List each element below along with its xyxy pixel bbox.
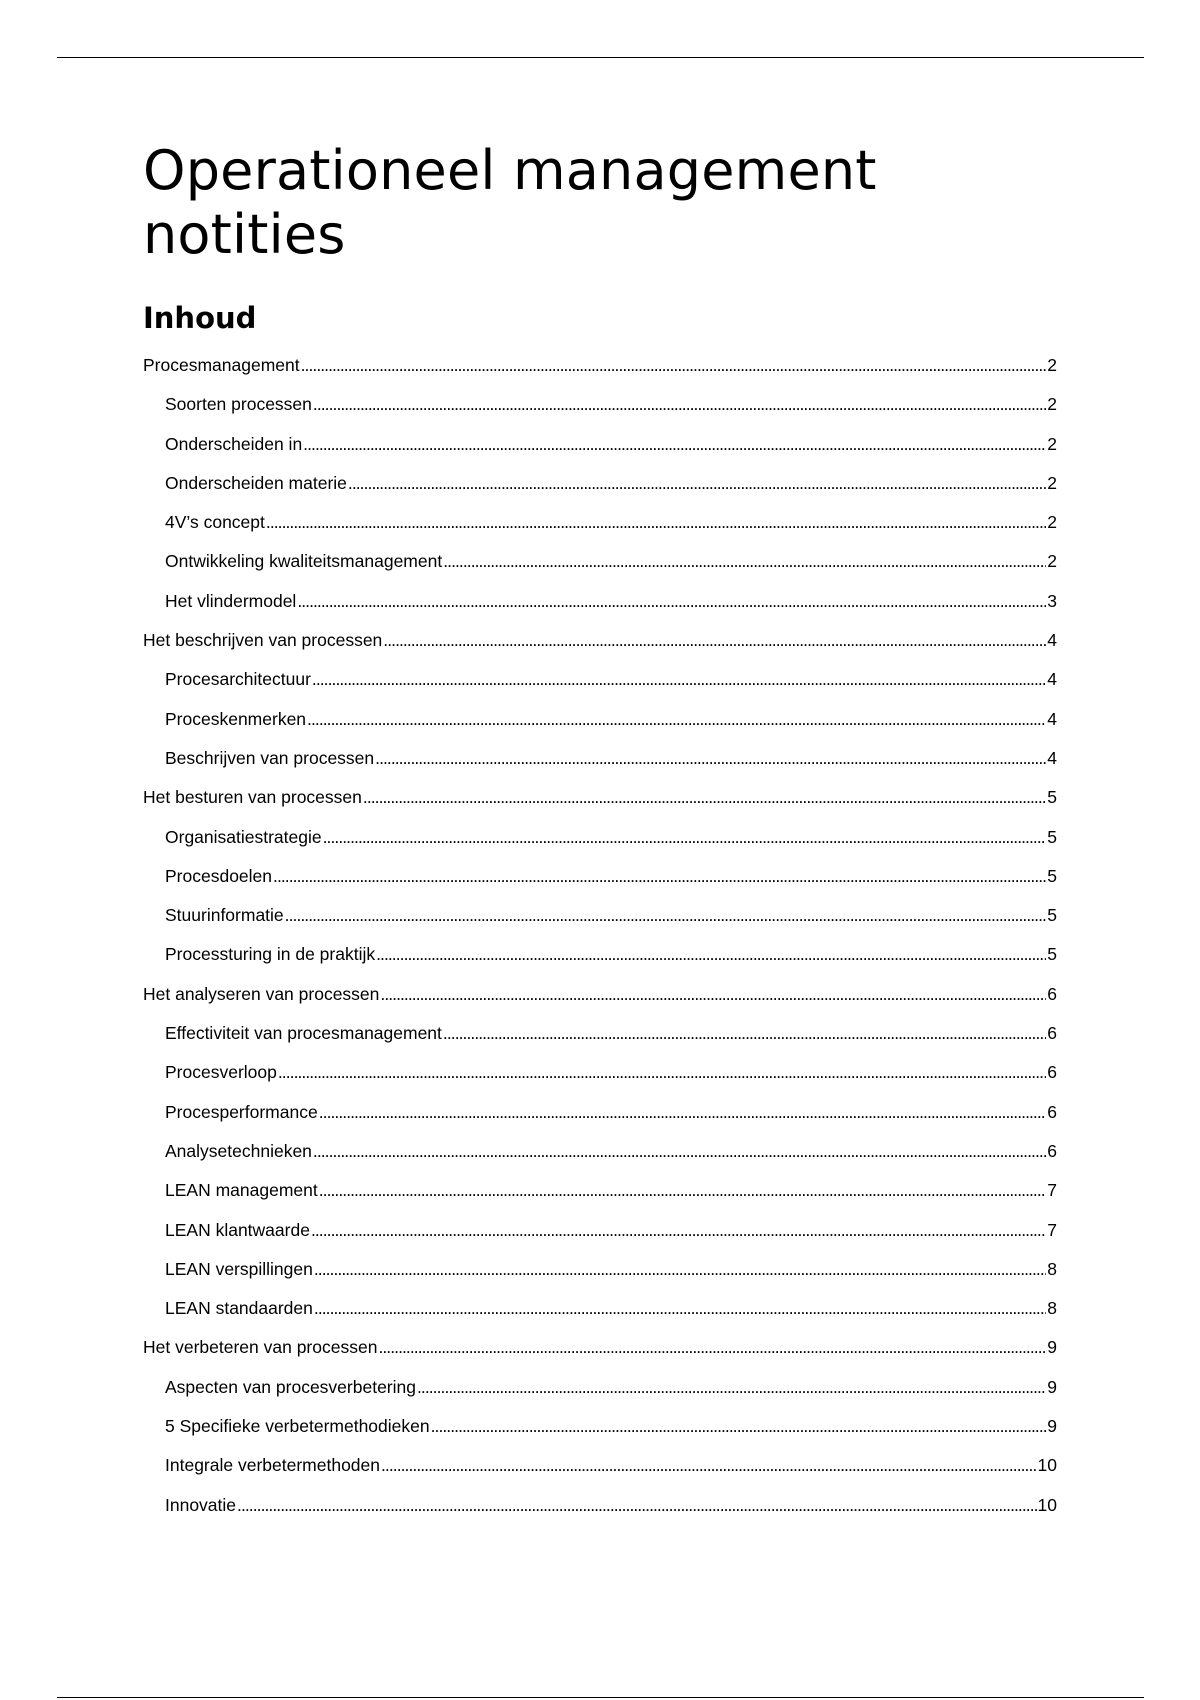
toc-entry-page-number: 9 [1047, 1337, 1057, 1358]
toc-entry[interactable] [143, 778, 1057, 817]
toc-entry[interactable] [143, 346, 1057, 385]
toc-entry[interactable] [143, 1132, 1057, 1171]
footer-rule [57, 1697, 1144, 1698]
toc-entry-page-number: 6 [1047, 1023, 1057, 1044]
toc-dot-leader [278, 1053, 1046, 1092]
toc-entry[interactable] [143, 1093, 1057, 1132]
toc-entry-page-number: 9 [1047, 1376, 1057, 1397]
toc-dot-leader [383, 621, 1046, 660]
toc-dot-leader [375, 739, 1046, 778]
toc-entry-label: Processturing in de praktijk [165, 944, 376, 965]
toc-entry-page-number: 4 [1047, 669, 1057, 690]
toc-entry[interactable] [143, 1053, 1057, 1092]
toc-entry-page-number: 4 [1047, 747, 1057, 768]
toc-entry-label: Het beschrijven van processen [143, 630, 383, 651]
toc-entry[interactable] [143, 425, 1057, 464]
toc-dot-leader [417, 1368, 1046, 1407]
toc-entry-label: Procesmanagement [143, 355, 300, 375]
toc-entry[interactable] [143, 660, 1057, 699]
toc-entry-label: LEAN klantwaarde [165, 1219, 310, 1240]
toc-dot-leader [313, 1132, 1046, 1171]
toc-entry-page-number: 3 [1047, 590, 1057, 611]
toc-entry-label: Analysetechnieken [165, 1140, 312, 1161]
toc-entry-label: Innovatie [165, 1494, 237, 1515]
toc-entry-label: Organisatiestrategie [165, 826, 322, 847]
toc-entry[interactable] [143, 503, 1057, 542]
toc-entry[interactable] [143, 1289, 1057, 1328]
toc-dot-leader [319, 1093, 1047, 1132]
toc-entry-label: Het besturen van processen [143, 787, 362, 808]
toc-dot-leader [311, 1211, 1046, 1250]
toc-entry[interactable] [143, 975, 1057, 1014]
toc-entry-label: Effectiviteit van procesmanagement [165, 1023, 442, 1044]
toc-heading: Inhoud [143, 301, 257, 335]
toc-entry-page-number: 10 [1037, 1455, 1057, 1476]
toc-entry-page-number: 9 [1047, 1416, 1057, 1437]
toc-entry-label: LEAN management [165, 1180, 318, 1201]
toc-entry[interactable] [143, 1407, 1057, 1446]
toc-entry[interactable] [143, 818, 1057, 857]
toc-entry[interactable] [143, 857, 1057, 896]
toc-entry-label: Onderscheiden in [165, 433, 303, 454]
toc-dot-leader [431, 1407, 1047, 1446]
toc-entry-page-number: 8 [1047, 1258, 1057, 1279]
toc-entry-page-number: 2 [1047, 472, 1057, 493]
toc-entry[interactable] [143, 1250, 1057, 1289]
toc-entry-label: LEAN verspillingen [165, 1258, 313, 1279]
toc-entry[interactable] [143, 739, 1057, 778]
toc-entry-page-number: 5 [1047, 826, 1057, 847]
toc-entry-page-number: 6 [1047, 1140, 1057, 1161]
toc-dot-leader [266, 503, 1046, 542]
toc-dot-leader [312, 660, 1046, 699]
toc-entry-label: Aspecten van procesverbetering [165, 1376, 416, 1397]
toc-entry-page-number: 8 [1047, 1298, 1057, 1319]
toc-entry-label: Soorten processen [165, 394, 312, 415]
toc-entry-label: Proceskenmerken [165, 708, 307, 729]
toc-entry[interactable] [143, 582, 1057, 621]
toc-dot-leader [273, 857, 1046, 896]
toc-entry[interactable] [143, 542, 1057, 581]
toc-entry[interactable] [143, 385, 1057, 424]
toc-entry-page-number: 5 [1047, 787, 1057, 808]
header-rule [57, 57, 1144, 58]
toc-entry-label: Het vlindermodel [165, 590, 297, 611]
toc-entry[interactable] [143, 896, 1057, 935]
toc-dot-leader [314, 1289, 1046, 1328]
toc-dot-leader [376, 935, 1046, 974]
toc-entry-label: Het analyseren van processen [143, 983, 380, 1004]
toc-dot-leader [301, 346, 1047, 385]
toc-entry-label: Integrale verbetermethoden [165, 1455, 380, 1476]
toc-entry-label: Procesdoelen [165, 865, 273, 886]
toc-entry-page-number: 6 [1047, 983, 1057, 1004]
toc-entry[interactable] [143, 1211, 1057, 1250]
toc-dot-leader [297, 582, 1046, 621]
toc-entry-label: Onderscheiden materie [165, 472, 347, 493]
toc-entry-page-number: 7 [1047, 1180, 1057, 1201]
toc-dot-leader [307, 700, 1046, 739]
toc-dot-leader [313, 385, 1046, 424]
toc-dot-leader [348, 464, 1046, 503]
toc-dot-leader [443, 1014, 1046, 1053]
table-of-contents [143, 346, 1057, 1525]
toc-entry-page-number: 7 [1047, 1219, 1057, 1240]
toc-entry[interactable] [143, 1328, 1057, 1367]
toc-entry-label: Procesverloop [165, 1062, 277, 1083]
toc-dot-leader [323, 818, 1047, 857]
toc-entry[interactable] [143, 621, 1057, 660]
toc-entry-label: LEAN standaarden [165, 1298, 313, 1319]
toc-dot-leader [303, 425, 1046, 464]
toc-dot-leader [380, 975, 1046, 1014]
toc-entry-page-number: 2 [1047, 394, 1057, 415]
toc-dot-leader [381, 1446, 1037, 1485]
toc-entry-label: 4V’s concept [165, 512, 265, 533]
toc-entry-label: 5 Specifieke verbetermethodieken [165, 1416, 430, 1437]
toc-dot-leader [319, 1171, 1047, 1210]
toc-dot-leader [363, 778, 1046, 817]
toc-entry-page-number: 2 [1047, 551, 1057, 572]
toc-entry-page-number: 4 [1047, 630, 1057, 651]
toc-entry[interactable] [143, 1014, 1057, 1053]
toc-entry-page-number: 6 [1047, 1062, 1057, 1083]
toc-entry-page-number: 2 [1047, 512, 1057, 533]
toc-dot-leader [314, 1250, 1046, 1289]
toc-entry-page-number: 6 [1047, 1101, 1057, 1122]
toc-entry[interactable] [143, 464, 1057, 503]
toc-entry-label: Procesarchitectuur [165, 669, 311, 690]
toc-entry-label: Procesperformance [165, 1101, 318, 1122]
toc-entry-label: Stuurinformatie [165, 905, 284, 926]
toc-entry[interactable] [143, 1446, 1057, 1485]
toc-dot-leader [285, 896, 1047, 935]
toc-entry-page-number: 5 [1047, 905, 1057, 926]
toc-dot-leader [443, 542, 1046, 581]
toc-dot-leader [378, 1328, 1046, 1367]
toc-dot-leader [237, 1486, 1037, 1525]
toc-entry[interactable] [143, 935, 1057, 974]
toc-entry[interactable] [143, 1486, 1057, 1525]
toc-entry-page-number: 2 [1047, 433, 1057, 454]
toc-entry[interactable] [143, 1368, 1057, 1407]
toc-entry-label: Het verbeteren van processen [143, 1337, 378, 1358]
toc-entry-page-number: 2 [1047, 355, 1057, 375]
toc-entry[interactable] [143, 700, 1057, 739]
toc-entry-page-number: 4 [1047, 708, 1057, 729]
document-title: Operationeel management notities [143, 139, 877, 266]
toc-entry[interactable] [143, 1171, 1057, 1210]
toc-entry-page-number: 10 [1037, 1494, 1057, 1515]
toc-entry-label: Ontwikkeling kwaliteitsmanagement [165, 551, 443, 572]
toc-entry-label: Beschrijven van processen [165, 747, 375, 768]
toc-entry-page-number: 5 [1047, 944, 1057, 965]
toc-entry-page-number: 5 [1047, 865, 1057, 886]
